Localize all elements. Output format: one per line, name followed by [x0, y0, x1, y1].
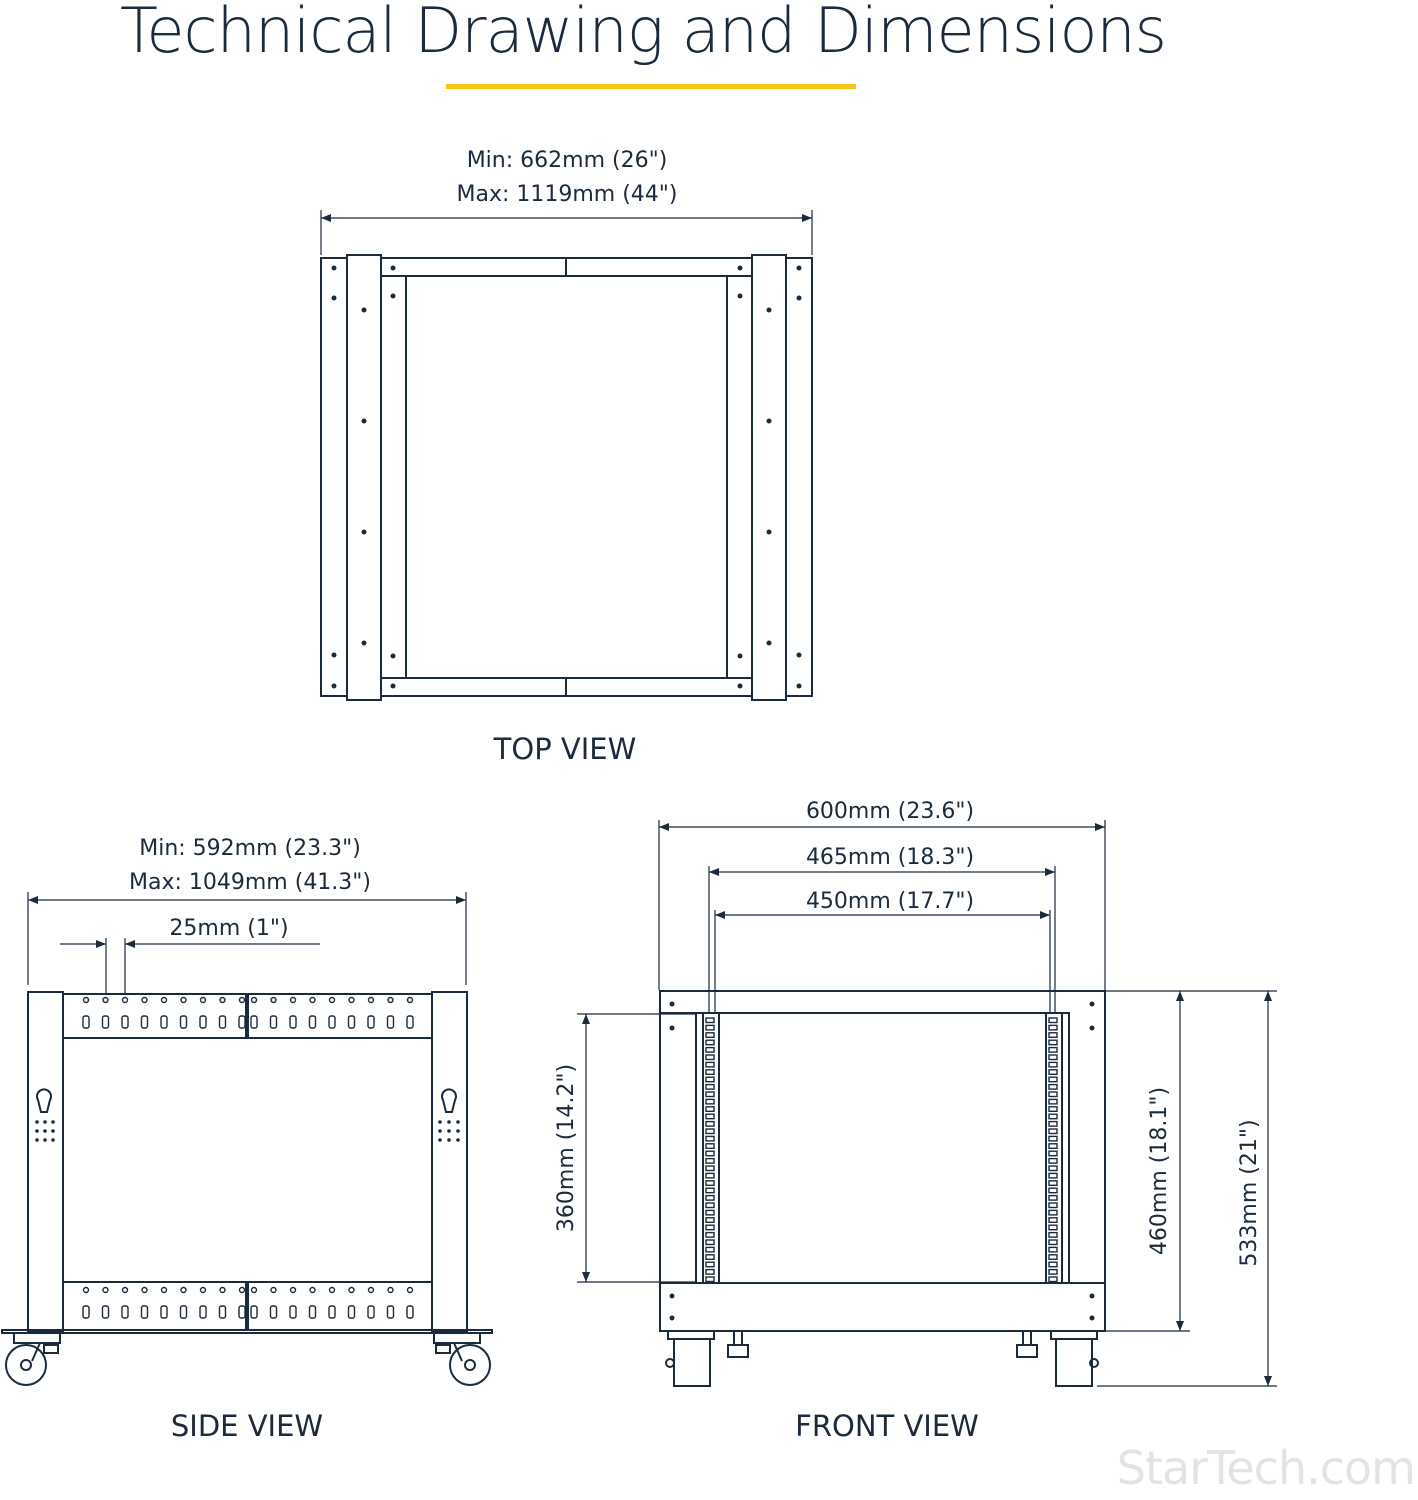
- rack-rail-hole: [1049, 1018, 1057, 1023]
- vent-hole: [369, 998, 374, 1003]
- vent-hole: [103, 998, 108, 1003]
- vent-hole: [142, 998, 147, 1003]
- vent-hole: [330, 998, 335, 1003]
- vent-hole: [123, 1288, 128, 1293]
- rack-rail-hole: [706, 1173, 714, 1178]
- rack-rail-hole: [1049, 1129, 1057, 1134]
- rack-rail-hole: [1049, 1277, 1057, 1282]
- vent-slot: [388, 1016, 394, 1028]
- rack-rail-hole: [706, 1218, 714, 1223]
- rack-rail-hole: [1049, 1159, 1057, 1164]
- vent-slot: [290, 1306, 296, 1318]
- rack-rail-hole: [1049, 1247, 1057, 1252]
- vent-slot: [388, 1306, 394, 1318]
- vent-slot: [103, 1016, 109, 1028]
- rack-rail-hole: [1049, 1270, 1057, 1275]
- front-view-rail-height-dimension: 360mm (14.2"): [554, 1063, 579, 1233]
- rack-rail-hole: [1049, 1099, 1057, 1104]
- rack-rail-hole: [1049, 1033, 1057, 1038]
- rack-rail-hole: [1049, 1255, 1057, 1260]
- rack-rail-hole: [1049, 1233, 1057, 1238]
- top-view-label: TOP VIEW: [493, 732, 637, 766]
- rack-rail-hole: [1049, 1240, 1057, 1245]
- rack-rail-hole: [706, 1233, 714, 1238]
- rack-rail-hole: [706, 1114, 714, 1119]
- vent-slot: [271, 1306, 277, 1318]
- rack-rail-hole: [706, 1055, 714, 1060]
- rack-rail-hole: [706, 1025, 714, 1030]
- vent-slot: [349, 1016, 355, 1028]
- top-view-max-dimension: Max: 1119mm (44"): [456, 182, 678, 207]
- vent-slot: [271, 1016, 277, 1028]
- rack-rail-hole: [706, 1188, 714, 1193]
- side-view-min-dimension: Min: 592mm (23.3"): [139, 836, 361, 861]
- vent-slot: [142, 1016, 148, 1028]
- vent-hole: [201, 1288, 206, 1293]
- rack-rail-hole: [706, 1181, 714, 1186]
- vent-slot: [200, 1306, 206, 1318]
- vent-slot: [181, 1306, 187, 1318]
- vent-slot: [220, 1016, 226, 1028]
- vent-slot: [239, 1306, 245, 1318]
- rack-rail-hole: [1049, 1144, 1057, 1149]
- vent-hole: [252, 998, 257, 1003]
- rack-rail-hole: [1049, 1114, 1057, 1119]
- rack-rail-hole: [1049, 1025, 1057, 1030]
- rack-rail-hole: [1049, 1262, 1057, 1267]
- vent-hole: [271, 1288, 276, 1293]
- rack-rail-hole: [1049, 1136, 1057, 1141]
- vent-slot: [83, 1306, 89, 1318]
- vent-slot: [290, 1016, 296, 1028]
- front-view-rail-inner-dimension: 450mm (17.7"): [805, 889, 975, 914]
- title-underline: [446, 84, 856, 89]
- vent-hole: [310, 1288, 315, 1293]
- vent-slot: [368, 1306, 374, 1318]
- vent-hole: [84, 998, 89, 1003]
- rack-rail-hole: [706, 1203, 714, 1208]
- front-view-drawing: [554, 799, 1277, 1443]
- vent-slot: [239, 1016, 245, 1028]
- page-title: Technical Drawing and Dimensions: [120, 0, 1166, 67]
- vent-slot: [122, 1306, 128, 1318]
- rack-rail-hole: [1049, 1122, 1057, 1127]
- rack-rail-hole: [1049, 1210, 1057, 1215]
- rack-rail-hole: [706, 1166, 714, 1171]
- vent-slot: [407, 1016, 413, 1028]
- rack-rail-hole: [706, 1210, 714, 1215]
- top-view-min-dimension: Min: 662mm (26"): [466, 148, 668, 173]
- vent-hole: [201, 998, 206, 1003]
- rack-rail-hole: [706, 1070, 714, 1075]
- rack-rail-hole: [706, 1040, 714, 1045]
- rack-rail-hole: [706, 1196, 714, 1201]
- side-view-max-dimension: Max: 1049mm (41.3"): [129, 870, 371, 895]
- rack-rail-hole: [1049, 1166, 1057, 1171]
- rack-rail-hole: [1049, 1085, 1057, 1090]
- vent-hole: [162, 998, 167, 1003]
- rack-rail-hole: [706, 1247, 714, 1252]
- rack-rail-hole: [1049, 1070, 1057, 1075]
- vent-hole: [310, 998, 315, 1003]
- rack-rail-hole: [1049, 1151, 1057, 1156]
- rack-rail-hole: [706, 1159, 714, 1164]
- front-view-total-height-dimension: 533mm (21"): [1237, 1119, 1262, 1267]
- rack-rail-hole: [706, 1136, 714, 1141]
- rack-rail-hole: [1049, 1077, 1057, 1082]
- front-view-width-dimension: 600mm (23.6"): [805, 799, 975, 824]
- vent-slot: [329, 1306, 335, 1318]
- rack-rail-hole: [706, 1151, 714, 1156]
- vent-hole: [291, 998, 296, 1003]
- vent-hole: [408, 998, 413, 1003]
- rack-rail-hole: [1049, 1092, 1057, 1097]
- vent-hole: [388, 998, 393, 1003]
- rack-rail-hole: [1049, 1225, 1057, 1230]
- vent-hole: [349, 998, 354, 1003]
- vent-slot: [103, 1306, 109, 1318]
- rack-rail-hole: [706, 1122, 714, 1127]
- rack-rail-hole: [706, 1240, 714, 1245]
- rack-rail-hole: [706, 1077, 714, 1082]
- vent-hole: [84, 1288, 89, 1293]
- rack-rail-hole: [706, 1092, 714, 1097]
- rack-rail-hole: [706, 1085, 714, 1090]
- side-view-drawing: [2, 836, 492, 1443]
- vent-hole: [123, 998, 128, 1003]
- vent-hole: [162, 1288, 167, 1293]
- rack-rail-hole: [1049, 1040, 1057, 1045]
- rack-rail-hole: [1049, 1196, 1057, 1201]
- rack-rail-hole: [706, 1048, 714, 1053]
- vent-slot: [200, 1016, 206, 1028]
- vent-hole: [220, 998, 225, 1003]
- front-view-label: FRONT VIEW: [795, 1409, 979, 1443]
- vent-hole: [369, 1288, 374, 1293]
- vent-hole: [181, 1288, 186, 1293]
- vent-hole: [408, 1288, 413, 1293]
- rack-rail-hole: [706, 1225, 714, 1230]
- top-view-drawing: [321, 148, 812, 766]
- vent-hole: [103, 1288, 108, 1293]
- vent-slot: [122, 1016, 128, 1028]
- vent-slot: [181, 1016, 187, 1028]
- rack-rail-hole: [706, 1144, 714, 1149]
- rack-rail-hole: [706, 1270, 714, 1275]
- side-view-label: SIDE VIEW: [170, 1409, 324, 1443]
- vent-slot: [349, 1306, 355, 1318]
- vent-slot: [142, 1306, 148, 1318]
- rack-rail-hole: [706, 1255, 714, 1260]
- rack-rail-hole: [706, 1107, 714, 1112]
- rack-rail-hole: [1049, 1181, 1057, 1186]
- vent-hole: [330, 1288, 335, 1293]
- vent-slot: [220, 1306, 226, 1318]
- rack-rail-hole: [706, 1277, 714, 1282]
- vent-hole: [271, 998, 276, 1003]
- rack-rail-hole: [706, 1099, 714, 1104]
- vent-hole: [240, 998, 245, 1003]
- vent-hole: [291, 1288, 296, 1293]
- vent-slot: [407, 1306, 413, 1318]
- vent-hole: [181, 998, 186, 1003]
- vent-slot: [310, 1016, 316, 1028]
- rack-rail-hole: [706, 1129, 714, 1134]
- vent-slot: [310, 1306, 316, 1318]
- front-view-frame-height-dimension: 460mm (18.1"): [1147, 1086, 1172, 1256]
- rack-rail-hole: [1049, 1203, 1057, 1208]
- vent-slot: [368, 1016, 374, 1028]
- rack-rail-hole: [706, 1018, 714, 1023]
- vent-hole: [240, 1288, 245, 1293]
- rack-rail-hole: [706, 1262, 714, 1267]
- rack-rail-hole: [706, 1062, 714, 1067]
- rack-rail-hole: [1049, 1062, 1057, 1067]
- vent-slot: [251, 1016, 257, 1028]
- rack-rail-hole: [1049, 1188, 1057, 1193]
- front-view-rail-outer-dimension: 465mm (18.3"): [805, 845, 975, 870]
- vent-slot: [329, 1016, 335, 1028]
- rack-rail-hole: [1049, 1218, 1057, 1223]
- vent-hole: [142, 1288, 147, 1293]
- rack-rail-hole: [1049, 1107, 1057, 1112]
- vent-slot: [161, 1306, 167, 1318]
- vent-slot: [251, 1306, 257, 1318]
- vent-slot: [83, 1016, 89, 1028]
- vent-hole: [388, 1288, 393, 1293]
- rack-rail-hole: [1049, 1173, 1057, 1178]
- vent-hole: [252, 1288, 257, 1293]
- rack-rail-hole: [1049, 1055, 1057, 1060]
- vent-slot: [161, 1016, 167, 1028]
- rack-rail-hole: [706, 1033, 714, 1038]
- side-view-post-dimension: 25mm (1"): [169, 916, 289, 941]
- rack-rail-hole: [1049, 1048, 1057, 1053]
- vent-hole: [220, 1288, 225, 1293]
- vent-hole: [349, 1288, 354, 1293]
- brand-watermark: StarTech.com: [1116, 1441, 1415, 1495]
